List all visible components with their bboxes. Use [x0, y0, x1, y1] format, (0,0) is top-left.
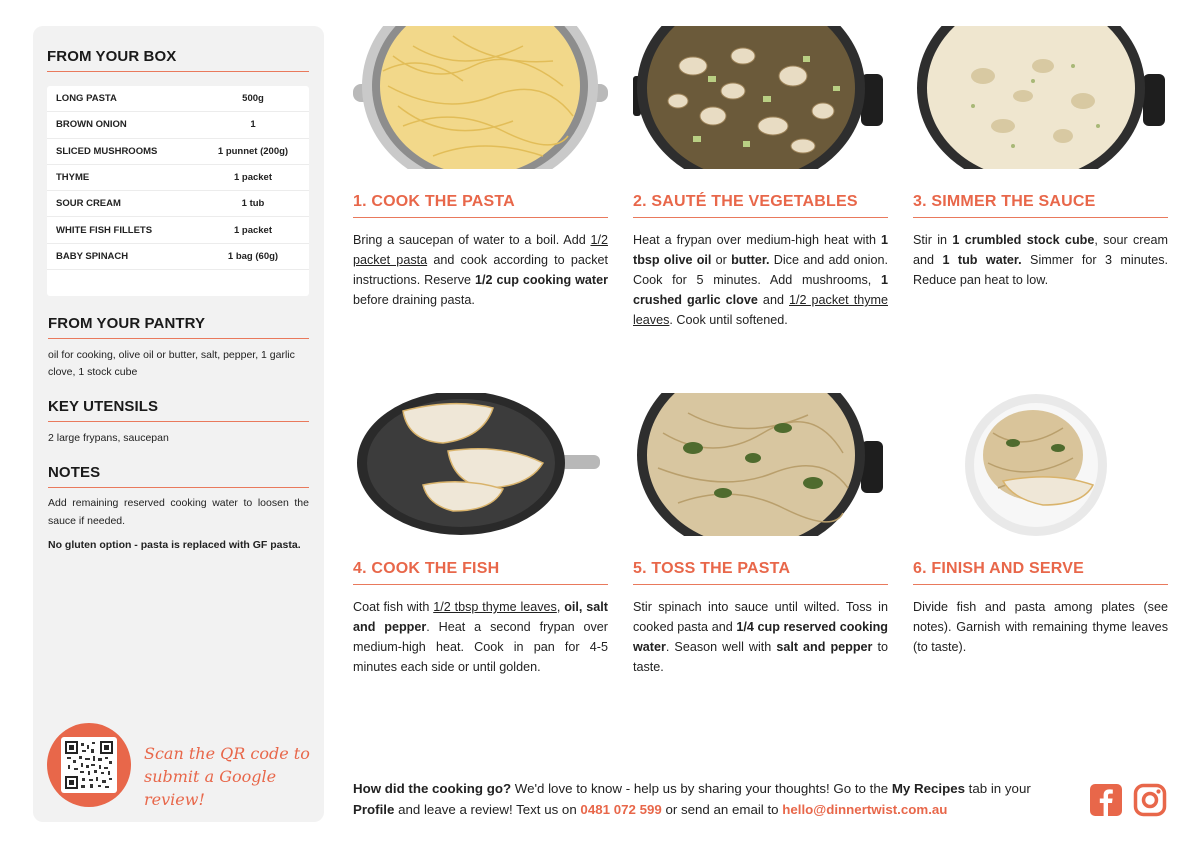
text-run: to taste.	[633, 640, 888, 674]
step-2-saute-vegetables	[633, 26, 888, 330]
ingredient-qty: 1 packet	[233, 172, 273, 184]
step-5-instructions	[633, 597, 888, 677]
bold-text: butter.	[731, 253, 770, 267]
key-utensils-section	[48, 398, 309, 447]
bold-text: 1 crushed garlic clove	[633, 273, 888, 307]
qr-code-badge[interactable]	[47, 723, 131, 807]
ingredient-row	[47, 191, 309, 217]
ingredient-name: SOUR CREAM	[56, 198, 121, 210]
text-run: . Heat a second frypan over medium-high heat. Cook in pan for 4-5 minutes each side or until golden.	[353, 620, 608, 674]
step-3-simmer-sauce	[913, 26, 1168, 290]
bold-text: 1 tbsp olive oil	[633, 233, 888, 267]
key-utensils-heading: KEY UTENSILS	[48, 398, 309, 422]
ingredient-qty: 1	[250, 119, 256, 131]
bold-text: salt and pepper	[776, 640, 873, 654]
step-1-instructions	[353, 230, 608, 310]
ingredient-qty: 1 bag (60g)	[227, 250, 279, 262]
mushroom-frypan-photo	[633, 26, 888, 169]
text-run: or	[711, 253, 732, 267]
ingredient-row	[47, 165, 309, 191]
text-run: Stir in	[913, 233, 953, 247]
text-run: tab in your	[964, 781, 1031, 796]
step-5-title: 5. TOSS THE PASTA	[633, 560, 888, 585]
underlined-text: 1/2 packet thyme leaves	[633, 293, 888, 327]
text-run: . Cook until softened.	[669, 313, 788, 327]
text-run: , sour cream and	[913, 233, 1168, 267]
step-5-toss-pasta	[633, 393, 888, 677]
instagram-icon[interactable]	[1133, 783, 1167, 817]
text-run: and	[757, 293, 789, 307]
text-run: Stir spinach into sauce until wilted. Toss in cooked pasta and	[633, 600, 888, 634]
utensils-text: 2 large frypans, saucepan	[48, 432, 169, 444]
qr-code[interactable]	[61, 737, 117, 793]
step-3-instructions	[913, 230, 1168, 290]
ingredient-row	[47, 112, 309, 138]
text-run: Divide fish and pasta among plates (see notes). Garnish with remaining thyme leaves (to taste).	[913, 600, 1168, 654]
step-1-cook-pasta	[353, 26, 608, 310]
ingredient-qty: 500g	[242, 93, 264, 105]
underlined-text: 1/2 tbsp thyme leaves	[433, 600, 557, 614]
bold-text: 1/4 cup reserved cooking water	[633, 620, 888, 654]
step-6-instructions	[913, 597, 1168, 657]
ingredient-qty: 1 punnet (200g)	[217, 145, 289, 157]
ingredient-name: LONG PASTA	[56, 93, 117, 105]
step-2-instructions	[633, 230, 888, 330]
fish-frypan-photo	[353, 393, 608, 536]
facebook-icon[interactable]	[1089, 783, 1123, 817]
underlined-text: 1/2 packet pasta	[353, 233, 608, 267]
qr-review-prompt: Scan the QR code to submit a Google review!	[144, 744, 310, 809]
notes-heading: NOTES	[48, 464, 309, 488]
text-run: ,	[556, 600, 565, 614]
ingredient-name: SLICED MUSHROOMS	[56, 145, 158, 157]
contact-detail[interactable]: 0481 072 599	[580, 802, 662, 817]
from-your-pantry-section	[48, 315, 309, 381]
step-6-finish-serve	[913, 393, 1168, 657]
note-text: Add remaining reserved cooking water to loosen the sauce if needed.	[48, 497, 309, 527]
ingredient-name: BROWN ONION	[56, 119, 127, 131]
from-your-pantry-heading: FROM YOUR PANTRY	[48, 315, 309, 339]
pasta-spinach-frypan-photo	[633, 393, 888, 536]
bold-text: My Recipes	[891, 781, 965, 796]
pantry-text: oil for cooking, olive oil or butter, salt, pepper, 1 garlic clove, 1 stock cube	[48, 349, 295, 378]
step-2-title: 2. SAUTÉ THE VEGETABLES	[633, 193, 888, 218]
bold-text: 1 tub water.	[942, 253, 1022, 267]
ingredient-row	[47, 86, 309, 112]
step-3-title: 3. SIMMER THE SAUCE	[913, 193, 1168, 218]
step-4-instructions	[353, 597, 608, 677]
table-filler-row	[47, 270, 309, 296]
bold-text: Profile	[353, 802, 395, 817]
text-run: and cook according to packet instructions. Reserve	[353, 253, 608, 287]
ingredient-row	[47, 139, 309, 165]
qr-code-icon	[65, 741, 113, 789]
text-run: Coat fish with	[353, 600, 434, 614]
text-run: Dice and add onion. Cook for 5 minutes. Add mushrooms,	[633, 253, 888, 287]
text-run: or send an email to	[661, 802, 783, 817]
bold-text: 1 crumbled stock cube	[952, 233, 1095, 247]
box-ingredients-table	[47, 86, 309, 296]
review-footer-text	[353, 778, 1073, 820]
cream-sauce-frypan-photo	[913, 26, 1168, 169]
ingredient-name: WHITE FISH FILLETS	[56, 224, 153, 236]
ingredient-name: BABY SPINACH	[56, 250, 129, 262]
ingredient-name: THYME	[56, 172, 90, 184]
plated-dish-photo	[913, 393, 1168, 536]
text-run: and leave a review! Text us on	[394, 802, 581, 817]
text-run: Heat a frypan over medium-high heat with	[633, 233, 881, 247]
ingredient-row	[47, 244, 309, 270]
text-run: Bring a saucepan of water to a boil. Add	[353, 233, 591, 247]
ingredient-qty: 1 tub	[241, 198, 265, 210]
text-run: . Season well with	[665, 640, 777, 654]
step-4-cook-fish	[353, 393, 608, 677]
from-your-box-heading: FROM YOUR BOX	[47, 48, 309, 72]
ingredient-row	[47, 217, 309, 243]
text-run: We'd love to know - help us by sharing your thoughts! Go to the	[511, 781, 892, 796]
ingredients-sidebar	[33, 26, 324, 822]
step-6-title: 6. FINISH AND SERVE	[913, 560, 1168, 585]
contact-detail[interactable]: hello@dinnertwist.com.au	[782, 802, 948, 817]
step-4-title: 4. COOK THE FISH	[353, 560, 608, 585]
bold-text: How did the cooking go?	[353, 781, 512, 796]
bold-text: oil, salt and pepper	[353, 600, 608, 634]
from-your-box-section	[47, 48, 309, 296]
gluten-note-text: No gluten option - pasta is replaced with GF pasta.	[48, 539, 301, 551]
text-run: Simmer for 3 minutes. Reduce pan heat to low.	[913, 253, 1169, 287]
step-1-title: 1. COOK THE PASTA	[353, 193, 608, 218]
bold-text: 1/2 cup cooking water	[475, 273, 608, 287]
ingredient-qty: 1 packet	[233, 224, 273, 236]
text-run: before draining pasta.	[353, 293, 475, 307]
notes-section	[48, 464, 309, 555]
pasta-saucepan-photo	[353, 26, 608, 169]
